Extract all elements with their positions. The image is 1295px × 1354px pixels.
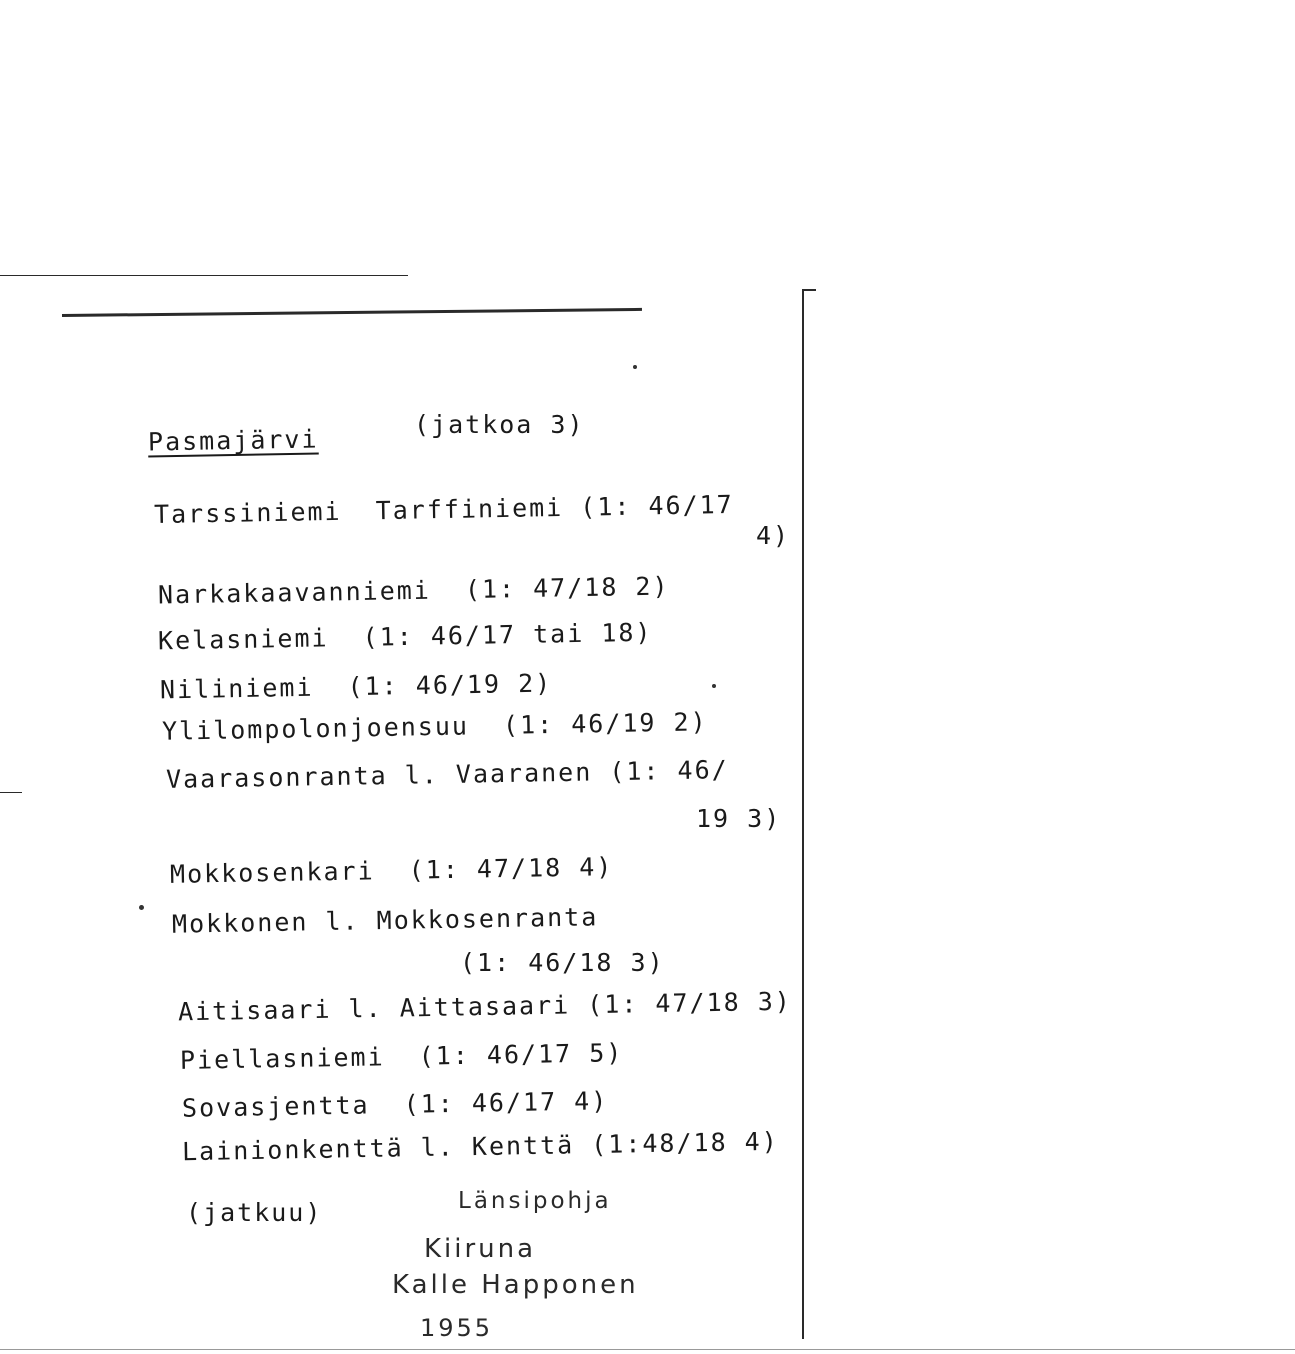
region-stamp: Länsipohja: [458, 1188, 612, 1214]
right-border-corner: [802, 289, 816, 291]
entry-line: (1: 46/18 3): [460, 948, 665, 977]
entry-line: Ylilompolonjoensuu (1: 46/19 2): [161, 707, 708, 746]
entry-line: Tarssiniemi Tarffiniemi (1: 46/17: [153, 489, 734, 530]
entry-line: Piellasniemi (1: 46/17 5): [179, 1038, 624, 1075]
top-rule-left: [0, 275, 408, 276]
entry-line: 4): [756, 521, 791, 550]
page-title: Pasmajärvi: [147, 424, 319, 457]
entry-line: Mokkosenkari (1: 47/18 4): [169, 852, 614, 889]
left-tick: [0, 792, 22, 793]
entry-line: Aitisaari l. Aittasaari (1: 47/18 3): [177, 986, 793, 1027]
entry-line: Niliniemi (1: 46/19 2): [159, 668, 553, 705]
collector-stamp: Kalle Happonen: [392, 1270, 639, 1300]
place-stamp: Kiiruna: [424, 1234, 537, 1264]
entry-line: Mokkonen l. Mokkosenranta: [171, 902, 599, 939]
entry-line: Narkakaavanniemi (1: 47/18 2): [157, 571, 670, 610]
top-rule-thick: [62, 308, 642, 317]
speck-mark: [139, 905, 144, 910]
year-stamp: 1955: [420, 1314, 494, 1342]
entry-line: 19 3): [696, 804, 782, 833]
entry-line: Sovasjentta (1: 46/17 4): [181, 1086, 609, 1123]
heading-note: (jatkoa 3): [414, 410, 585, 439]
bottom-rule: [0, 1349, 1295, 1350]
entry-line: Vaarasonranta l. Vaaranen (1: 46/: [165, 755, 729, 794]
continues-note: (jatkuu): [186, 1198, 323, 1227]
entry-line: Kelasniemi (1: 46/17 tai 18): [157, 617, 653, 656]
speck-mark: [712, 684, 716, 688]
speck-mark: [633, 365, 637, 369]
entry-line: Lainionkenttä l. Kenttä (1:48/18 4): [181, 1126, 780, 1167]
right-border: [802, 289, 804, 1339]
